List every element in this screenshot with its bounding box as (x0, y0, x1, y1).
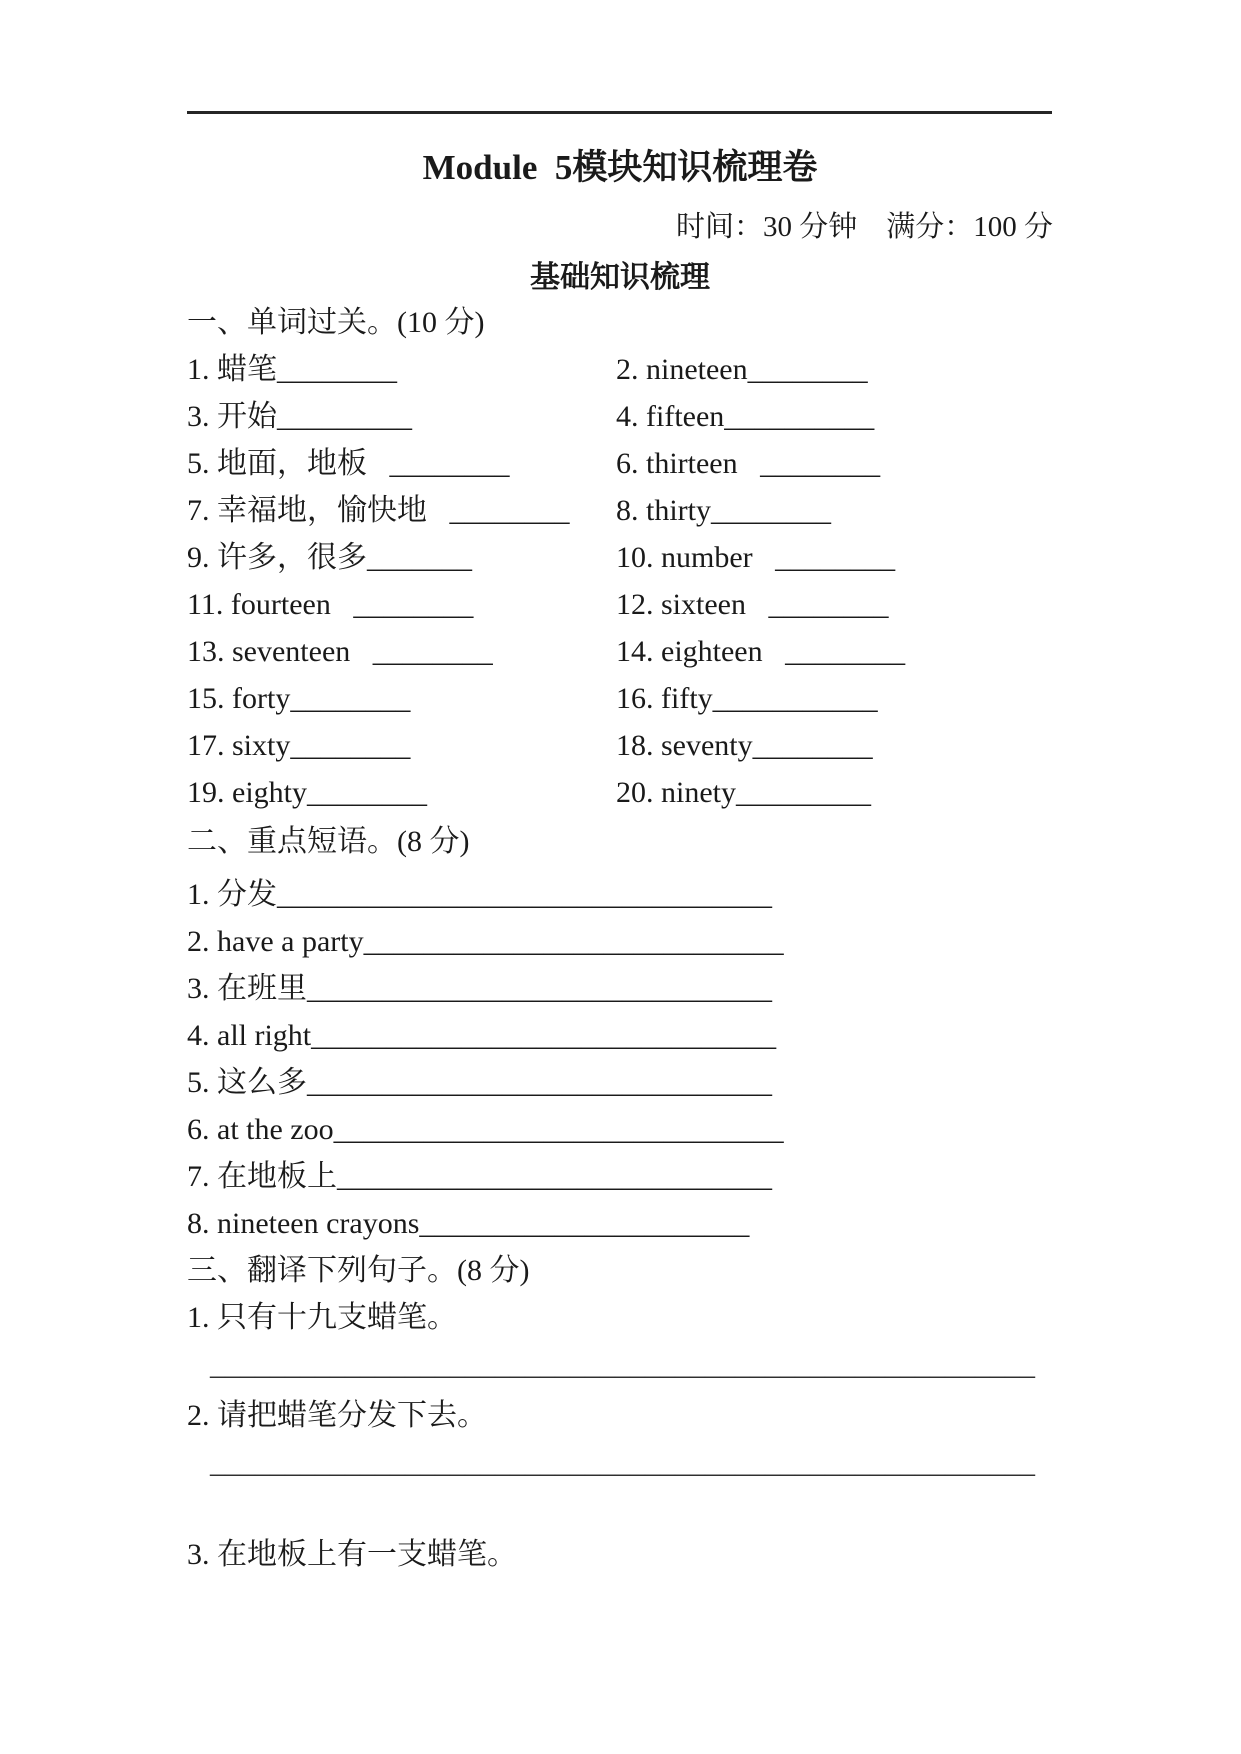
sentence-item: 2. 请把蜡笔分发下去。 (187, 1399, 487, 1432)
header-rule (187, 111, 1052, 114)
word-row (187, 534, 1053, 581)
word-item: 6. thirteen ________ (616, 447, 881, 480)
word-row (187, 346, 1053, 393)
word-item: 13. seventeen ________ (187, 635, 493, 668)
word-item: 20. ninety_________ (616, 776, 871, 809)
exam-info: 时间：30 分钟 满分：100 分 (675, 211, 1053, 243)
word-row (187, 769, 1053, 816)
word-item: 10. number ________ (616, 541, 896, 574)
phrase-item: 3. 在班里_______________________________ (187, 972, 772, 1005)
word-item: 2. nineteen________ (616, 353, 868, 386)
word-row (187, 628, 1053, 675)
word-item: 16. fifty___________ (616, 682, 878, 715)
phrase-item: 5. 这么多_______________________________ (187, 1066, 772, 1099)
section3-heading: 三、翻译下列句子。(8 分) (187, 1254, 530, 1287)
phrase-item: 8. nineteen crayons______________________ (187, 1207, 750, 1240)
word-row (187, 440, 1053, 487)
phrase-item: 1. 分发_________________________________ (187, 878, 772, 911)
word-item: 4. fifteen__________ (616, 400, 875, 433)
word-item: 18. seventy________ (616, 729, 873, 762)
word-row (187, 393, 1053, 440)
sentence-item: 3. 在地板上有一支蜡笔。 (187, 1538, 517, 1571)
phrase-item: 2. have a party____________________________ (187, 925, 784, 958)
answer-blank-line: _______________________________________________________ (210, 1348, 1035, 1381)
word-item: 17. sixty________ (187, 729, 411, 762)
page-content (0, 111, 1241, 1754)
section-subtitle: 基础知识梳理 (530, 261, 710, 294)
word-item: 7. 幸福地，愉快地 ________ (187, 494, 570, 527)
word-item: 1. 蜡笔________ (187, 353, 397, 386)
word-item: 3. 开始_________ (187, 400, 412, 433)
word-item: 5. 地面，地板 ________ (187, 447, 510, 480)
phrase-item: 4. all right_______________________________ (187, 1019, 777, 1052)
word-item: 8. thirty________ (616, 494, 831, 527)
word-item: 9. 许多，很多_______ (187, 541, 472, 574)
word-row (187, 487, 1053, 534)
phrase-item: 6. at the zoo______________________________ (187, 1113, 784, 1146)
phrase-item: 7. 在地板上_____________________________ (187, 1160, 772, 1193)
word-row (187, 722, 1053, 769)
sentence-item: 1. 只有十九支蜡笔。 (187, 1301, 457, 1334)
word-item: 11. fourteen ________ (187, 588, 474, 621)
word-row (187, 581, 1053, 628)
word-item: 19. eighty________ (187, 776, 427, 809)
word-item: 14. eighteen ________ (616, 635, 906, 668)
page-title: Module 5模块知识梳理卷 (422, 148, 818, 187)
section1-heading: 一、单词过关。(10 分) (187, 306, 485, 339)
answer-blank-line: _______________________________________________________ (210, 1446, 1035, 1479)
word-item: 15. forty________ (187, 682, 411, 715)
word-item: 12. sixteen ________ (616, 588, 889, 621)
section2-heading: 二、重点短语。(8 分) (187, 825, 470, 858)
word-row (187, 675, 1053, 722)
